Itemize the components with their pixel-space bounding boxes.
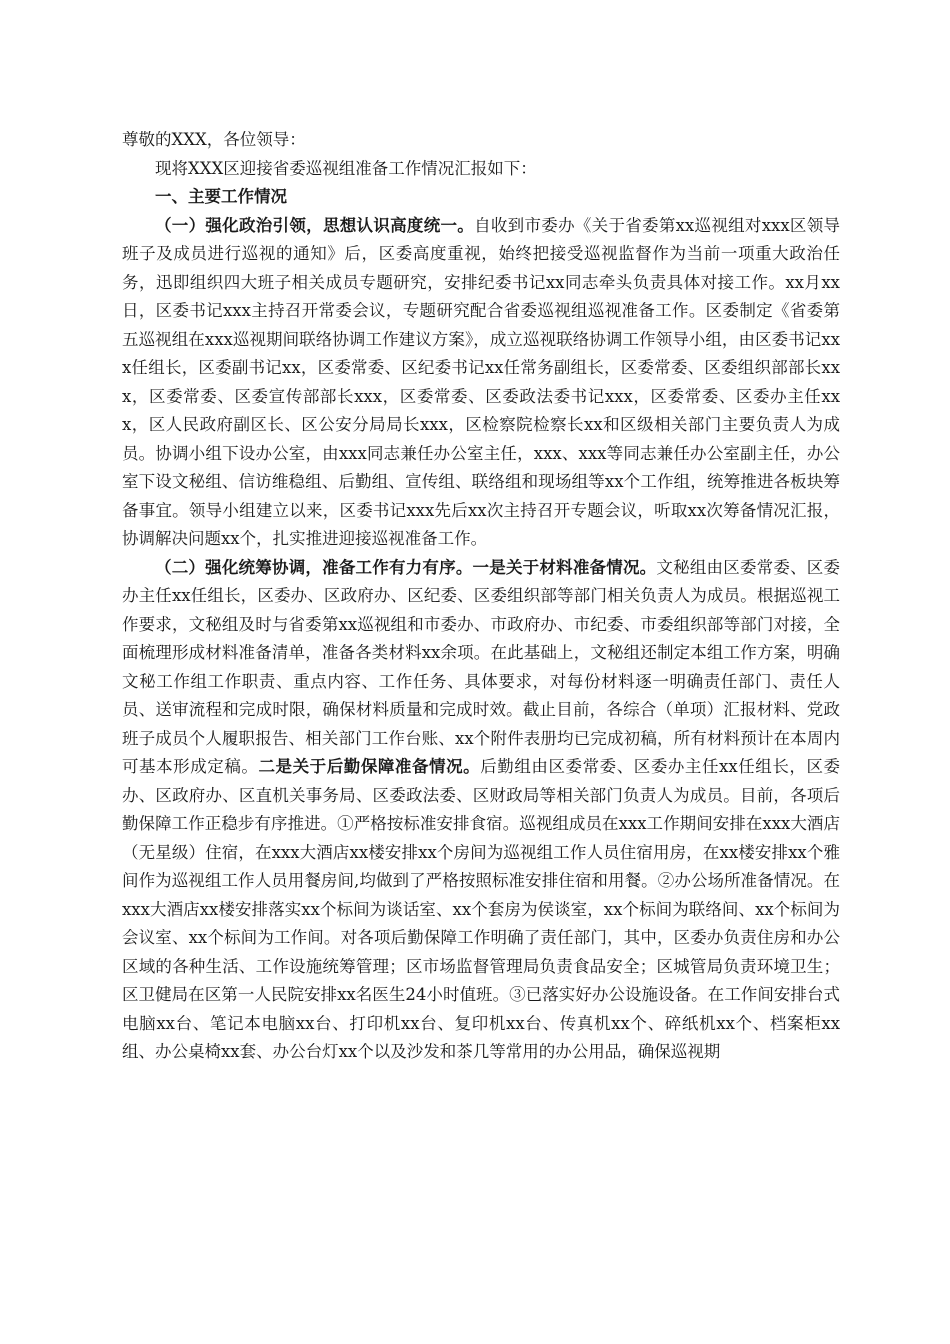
subpoint-lead-logistics: 二是关于后勤保障准备情况。 — [258, 757, 481, 776]
paragraph-coordination — [122, 554, 840, 1067]
salutation: 尊敬的XXX，各位领导： — [122, 130, 306, 149]
paragraph-lead-political-guidance: （一）强化政治引领，思想认识高度统一。 — [155, 215, 475, 235]
paragraph-political-guidance — [122, 212, 840, 554]
intro-paragraph: 现将XXX区迎接省委巡视组准备工作情况汇报如下： — [155, 158, 537, 178]
section-heading-main-work: 一、主要工作情况 — [155, 187, 287, 206]
subpoint-body-materials: 文秘组由区委常委、区委办主任xx任组长，区委办、区政府办、区纪委、区委组织部等部门相关负责人为成员。根据巡视工作要求，文秘组及时与省委第xx巡视组和市委办、市政府办、市纪委、市委组织部等部门对接，全面梳理形成材料准备清单，准备各类材料xx余项。在此基础上，文秘组还制定本组工作方案，明确文秘工作组工作职责、重点内容、工作任务、具体要求，对每份材料逐一明确责任部门、责任人员、送审流程和完成时限，确保材料质量和完成时效。截止目前，各综合（单项）汇报材料、党政班子成员个人履职报告、相关部门工作台账、xx个附件表册均已完成初稿，所有材料预计在本周内可基本形成定稿。 — [122, 557, 841, 776]
subpoint-body-logistics: 后勤组由区委常委、区委办主任xx任组长，区委办、区政府办、区直机关事务局、区委政法委、区财政局等相关部门负责人为成员。目前，各项后勤保障工作正稳步有序推进。①严格按标准安排食宿。巡视组成员在xxx工作期间安排在xxx大酒店（无星级）住宿，在xxx大酒店xx楼安排xx个房间为巡视组工作人员住宿用房，在xx楼安排xx个雅间作为巡视组工作人员用餐房间,均做到了严格按照标准安排住宿和用餐。②办公场所准备情况。在xxx大酒店xx楼安排落实xx个标间为谈话室、xx个套房为侯谈室，xx个标间为联络间、xx个标间为会议室、xx个标间为工作间。对各项后勤保障工作明确了责任部门，其中，区委办负责住房和办公区域的各种生活、工作设施统筹管理；区市场监督管理局负责食品安全；区城管局负责环境卫生；区卫健局在区第一人民院安排xx名医生24小时值班。③已落实好办公设施设备。在工作间安排台式电脑xx台、笔记本电脑xx台、打印机xx台、复印机xx台、传真机xx个、碎纸机xx个、档案柜xx组、办公桌椅xx套、办公台灯xx个以及沙发和茶几等常用的办公用品，确保巡视期 — [122, 757, 841, 1061]
document-page — [122, 126, 840, 1067]
paragraph-body-political-guidance: 自收到市委办《关于省委第xx巡视组对xxx区领导班子及成员进行巡视的通知》后，区委高度重视，始终把接受巡视监督作为当前一项重大政治任务，迅即组织四大班子相关成员专题研究，安排纪委书记xx同志牵头负责具体对接工作。xx月xx日，区委书记xxx主持召开常委会议，专题研究配合省委巡视组巡视准备工作。区委制定《省委第五巡视组在xxx巡视期间联络协调工作建议方案》，成立巡视联络协调工作领导小组，由区委书记xxx任组长，区委副书记xx，区委常委、区纪委书记xx任常务副组长，区委常委、区委组织部部长xxx，区委常委、区委宣传部部长xxx，区委常委、区委政法委书记xxx，区委常委、区委办主任xxx，区人民政府副区长、区公安分局局长xxx，区检察院检察长xx和区级相关部门主要负责人为成员。协调小组下设办公室，由xxx同志兼任办公室主任，xxx、xxx等同志兼任办公室副主任，办公室下设文秘组、信访维稳组、后勤组、宣传组、联络组和现场组等xx个工作组，统筹推进各板块筹备事宜。领导小组建立以来，区委书记xxx先后xx次主持召开专题会议，听取xx次筹备情况汇报，协调解决问题xx个，扎实推进迎接巡视准备工作。 — [122, 215, 841, 548]
subpoint-lead-materials: 一是关于材料准备情况。 — [472, 557, 657, 577]
paragraph-lead-coordination: （二）强化统筹协调，准备工作有力有序。 — [155, 557, 473, 577]
